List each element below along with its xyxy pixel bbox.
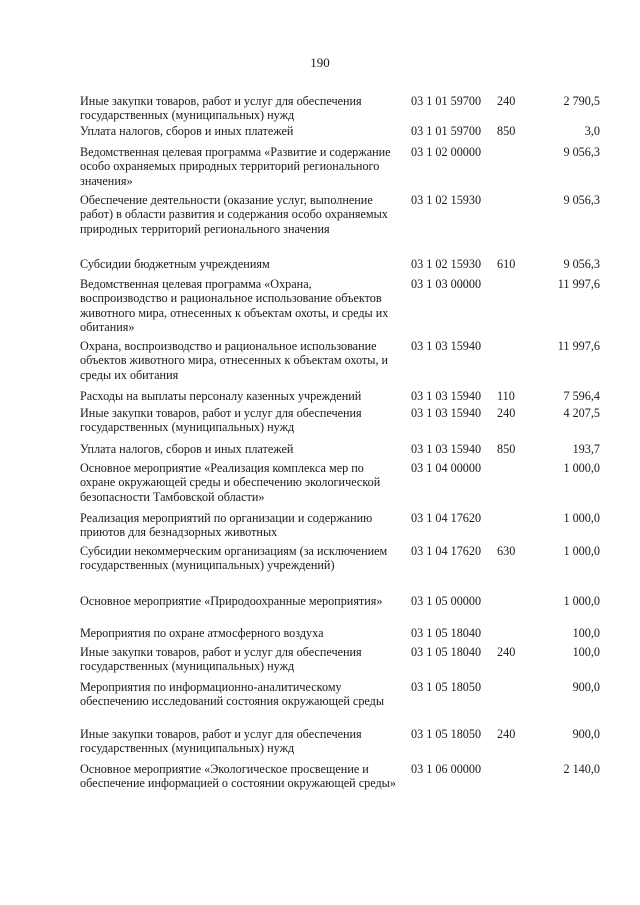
- table-row: [80, 406, 605, 435]
- row-target-code: 03 1 05 00000: [411, 594, 482, 608]
- row-target-code: 03 1 02 15930: [411, 193, 482, 207]
- table-row: [80, 544, 605, 573]
- row-target-code: 03 1 02 15930: [411, 257, 482, 271]
- row-expense-type: 240: [497, 645, 516, 659]
- row-amount: 9 056,3: [563, 145, 600, 159]
- row-expense-type: 630: [497, 544, 516, 558]
- row-amount: 1 000,0: [563, 461, 600, 475]
- table-row: [80, 442, 605, 456]
- row-expense-type: 850: [497, 442, 516, 456]
- row-amount: 1 000,0: [563, 511, 600, 525]
- table-row: [80, 339, 605, 382]
- row-description: Иные закупки товаров, работ и услуг для обеспечения государственных (муниципальных) нужд: [80, 727, 362, 756]
- row-expense-type: 850: [497, 124, 516, 138]
- table-row: [80, 645, 605, 674]
- row-description: Основное мероприятие «Реализация комплекса мер по охране окружающей среды и обеспечению экологической безопасности Тамбовской области»: [80, 461, 381, 504]
- row-description: Иные закупки товаров, работ и услуг для обеспечения государственных (муниципальных) нужд: [80, 406, 362, 435]
- row-target-code: 03 1 05 18040: [411, 626, 482, 640]
- table-row: [80, 257, 605, 271]
- row-target-code: 03 1 04 00000: [411, 461, 482, 475]
- row-description: Мероприятия по информационно-аналитическому обеспечению исследований состояния окружающей среды: [80, 680, 385, 709]
- row-target-code: 03 1 05 18050: [411, 680, 482, 694]
- row-description: Реализация мероприятий по организации и содержанию приютов для безнадзорных животных: [80, 511, 373, 540]
- row-description: Охрана, воспроизводство и рациональное использование объектов животного мира, отнесенных к объектам охоты, и среды их обитания: [80, 339, 389, 382]
- row-amount: 3,0: [584, 124, 600, 138]
- row-expense-type: 610: [497, 257, 516, 271]
- row-amount: 2 790,5: [563, 94, 600, 108]
- table-row: [80, 193, 605, 236]
- row-expense-type: 240: [497, 94, 516, 108]
- row-amount: 2 140,0: [563, 762, 600, 776]
- row-target-code: 03 1 04 17620: [411, 544, 482, 558]
- table-row: [80, 511, 605, 540]
- row-description: Основное мероприятие «Природоохранные мероприятия»: [80, 594, 383, 608]
- row-target-code: 03 1 06 00000: [411, 762, 482, 776]
- table-row: [80, 626, 605, 640]
- row-target-code: 03 1 01 59700: [411, 124, 482, 138]
- row-description: Иные закупки товаров, работ и услуг для обеспечения государственных (муниципальных) нужд: [80, 94, 362, 123]
- row-target-code: 03 1 01 59700: [411, 94, 482, 108]
- row-description: Обеспечение деятельности (оказание услуг, выполнение работ) в области развития и содержания особо охраняемых природных территорий регионального значения: [80, 193, 388, 236]
- row-description: Субсидии бюджетным учреждениям: [80, 257, 270, 271]
- row-target-code: 03 1 03 15940: [411, 442, 482, 456]
- row-description: Субсидии некоммерческим организациям (за исключением государственных (муниципальных) учреждений): [80, 544, 388, 573]
- table-row: [80, 389, 605, 403]
- row-amount: 11 997,6: [557, 339, 600, 353]
- table-row: [80, 277, 605, 335]
- row-amount: 193,7: [572, 442, 600, 456]
- table-row: [80, 145, 605, 188]
- row-target-code: 03 1 03 15940: [411, 389, 482, 403]
- row-target-code: 03 1 02 00000: [411, 145, 482, 159]
- page-number: 190: [310, 55, 330, 70]
- row-description: Расходы на выплаты персоналу казенных учреждений: [80, 389, 362, 403]
- table-row: [80, 680, 605, 709]
- row-amount: 9 056,3: [563, 193, 600, 207]
- row-amount: 1 000,0: [563, 544, 600, 558]
- row-amount: 4 207,5: [563, 406, 600, 420]
- row-amount: 1 000,0: [563, 594, 600, 608]
- row-description: Ведомственная целевая программа «Развитие и содержание особо охраняемых природных территорий регионального значения»: [80, 145, 391, 188]
- table-row: [80, 461, 605, 504]
- row-amount: 7 596,4: [563, 389, 600, 403]
- table-row: [80, 762, 605, 791]
- row-expense-type: 240: [497, 727, 516, 741]
- row-target-code: 03 1 05 18050: [411, 727, 482, 741]
- row-target-code: 03 1 04 17620: [411, 511, 482, 525]
- table-row: [80, 727, 605, 756]
- row-description: Уплата налогов, сборов и иных платежей: [80, 442, 294, 456]
- row-target-code: 03 1 03 15940: [411, 406, 482, 420]
- row-description: Основное мероприятие «Экологическое просвещение и обеспечение информацией о состоянии окружающей среды»: [80, 762, 396, 791]
- row-amount: 11 997,6: [557, 277, 600, 291]
- table-row: [80, 124, 605, 138]
- table-row: [80, 94, 605, 123]
- row-target-code: 03 1 03 15940: [411, 339, 482, 353]
- table-row: [80, 594, 605, 608]
- row-description: Мероприятия по охране атмосферного воздуха: [80, 626, 324, 640]
- row-amount: 100,0: [572, 626, 600, 640]
- row-description: Ведомственная целевая программа «Охрана, воспроизводство и рациональное использование объектов животного мира, отнесенных к объектам охоты, и среды их обитания»: [80, 277, 389, 335]
- row-amount: 9 056,3: [563, 257, 600, 271]
- row-expense-type: 240: [497, 406, 516, 420]
- row-description: Иные закупки товаров, работ и услуг для обеспечения государственных (муниципальных) нужд: [80, 645, 362, 674]
- row-target-code: 03 1 03 00000: [411, 277, 482, 291]
- row-expense-type: 110: [497, 389, 515, 403]
- row-description: Уплата налогов, сборов и иных платежей: [80, 124, 294, 138]
- row-amount: 900,0: [572, 680, 600, 694]
- row-amount: 900,0: [572, 727, 600, 741]
- row-target-code: 03 1 05 18040: [411, 645, 482, 659]
- row-amount: 100,0: [572, 645, 600, 659]
